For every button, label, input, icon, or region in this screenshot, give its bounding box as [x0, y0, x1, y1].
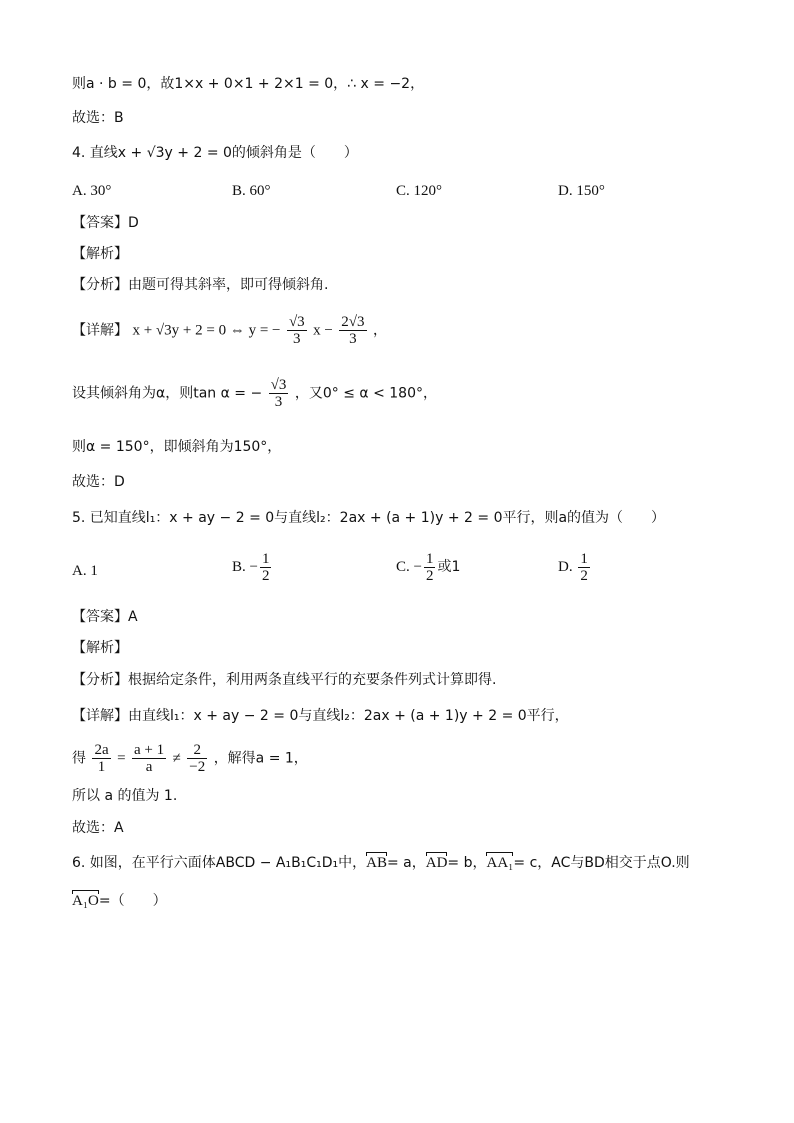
q5-option-d: D. $\frac{1}{2}$ [558, 551, 588, 584]
q6-stem-text: = c，AC与BD相交于点O.则 [513, 855, 690, 871]
equation-part: x − [313, 322, 333, 339]
text-line [72, 74, 424, 94]
q4-fenxi: 【分析】由题可得其斜率，即可得倾斜角. [72, 277, 329, 293]
fraction: $\frac{2a}{1}$ [94, 742, 109, 775]
punctuation: ， [372, 322, 387, 339]
q4-option-d: D. 150° [558, 183, 605, 199]
q4-option-b: B. 60° [232, 183, 271, 199]
q6-stem-text: = a， [386, 855, 426, 871]
equals-sign: = [117, 750, 126, 767]
q4-answer: 【答案】D [72, 215, 139, 231]
fraction: $\frac{2√3}{3}$ [341, 314, 365, 347]
q5-fenxi: 【分析】根据给定条件，利用两条直线平行的充要条件列式计算即得. [72, 672, 497, 688]
q4-jiexi: 【解析】 [72, 246, 128, 262]
derivation-text: ，解得a = 1， [213, 750, 308, 767]
xiangjie-label: 【详解】 [72, 322, 128, 339]
q5-choice: 故选：A [72, 820, 124, 836]
fraction: $\frac{1}{2}$ [580, 551, 588, 584]
q5-jiexi: 【解析】 [72, 640, 128, 656]
q5-option-a: A. 1 [72, 563, 98, 579]
vector-ad: AD [425, 855, 448, 871]
q4-stem-text: 4. 直线x + √3y + 2 = 0的倾斜角是（ ） [72, 145, 358, 161]
fraction: $\frac{√3}{3}$ [270, 377, 287, 410]
q6-stem-line2 [72, 891, 167, 911]
q4-angle-setup [72, 377, 437, 410]
q6-stem-text: =（ ） [98, 893, 167, 909]
derivation-text: 得 [72, 750, 86, 767]
text-line [72, 108, 124, 128]
q5-suoyi: 所以 a 的值为 1. [72, 788, 178, 804]
prev-conclusion: 则a · b = 0，故1×x + 0×1 + 2×1 = 0，∴ x = −2， [72, 76, 425, 92]
q6-stem [72, 853, 690, 873]
q6-stem-text: 6. 如图，在平行六面体ABCD − A₁B₁C₁D₁中， [72, 855, 367, 871]
q4-choice: 故选：D [72, 474, 125, 490]
setup-text: 设其倾斜角为α，则tan α = − [72, 385, 263, 402]
q5-derivation [72, 742, 308, 775]
q5-answer: 【答案】A [72, 609, 138, 625]
q6-stem-text: = b， [447, 855, 487, 871]
q5-option-c: C. − $\frac{1}{2}$ 或1 [396, 551, 461, 584]
not-equal-sign: ≠ [172, 750, 181, 767]
setup-text: ，又0° ≤ α < 180°， [294, 385, 437, 402]
fraction: $\frac{a + 1}{a}$ [134, 742, 165, 775]
q4-option-c: C. 120° [396, 183, 443, 199]
q5-xiangjie: 【详解】由直线l₁：x + ay − 2 = 0与直线l₂：2ax + (a + 1)y + 2 = 0平行， [72, 708, 569, 724]
vector-a1o: A₁O [72, 893, 99, 909]
prev-choice: 故选：B [72, 110, 124, 126]
q4-xiangjie [72, 314, 387, 347]
q5-stem: 5. 已知直线l₁：x + ay − 2 = 0与直线l₂：2ax + (a + 1)y + 2 = 0平行，则a的值为（ ） [72, 510, 666, 526]
fraction: $\frac{1}{2}$ [425, 551, 434, 584]
q5-option-b: B. − $\frac{1}{2}$ [232, 551, 270, 584]
fraction: $\frac{1}{2}$ [261, 551, 270, 584]
equation-part: x + √3y + 2 = 0 ⇔ y = − [132, 322, 281, 339]
fraction: $\frac{√3}{3}$ [288, 314, 305, 347]
q4-stem [72, 143, 358, 163]
fraction: $\frac{2}{-2}$ [189, 742, 206, 775]
vector-ab: AB [366, 855, 387, 871]
q4-option-a: A. 30° [72, 183, 112, 199]
q4-then: 则α = 150°，即倾斜角为150°， [72, 439, 282, 455]
vector-aa1: AA₁ [486, 855, 514, 871]
